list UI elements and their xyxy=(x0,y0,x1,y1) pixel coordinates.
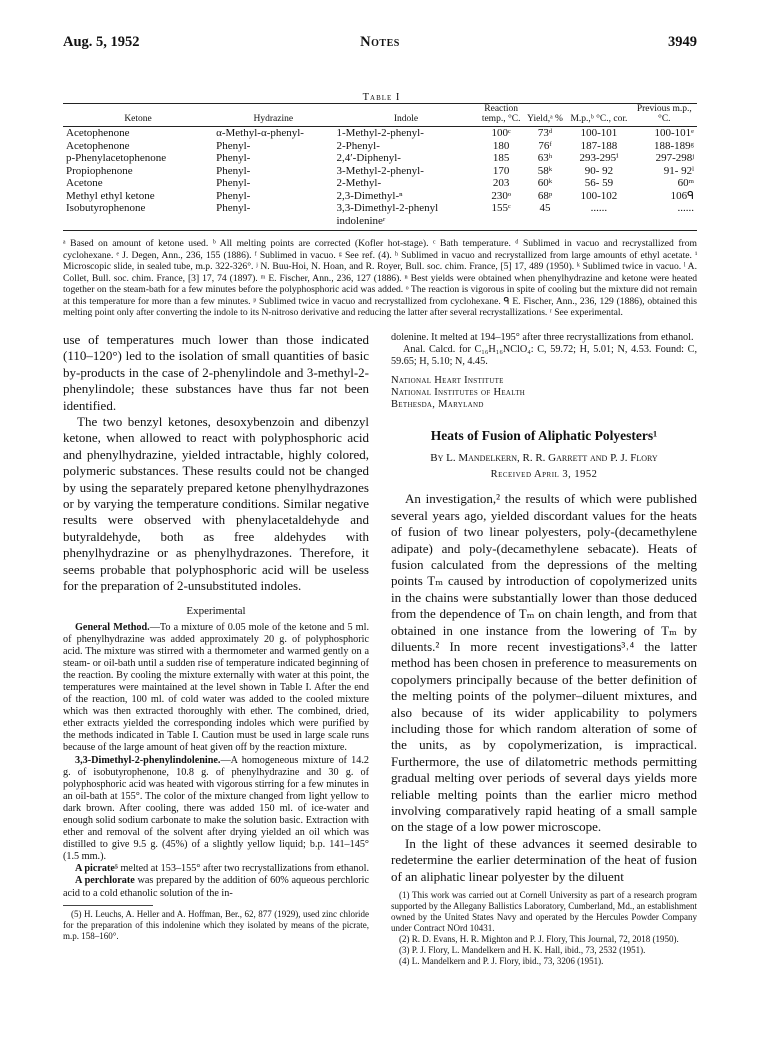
table-cell: Phenyl- xyxy=(216,164,251,177)
table-cell: ...... xyxy=(566,202,631,231)
table-cell: 155ᶜ xyxy=(479,202,524,231)
table-cell: 68ᵖ xyxy=(537,189,553,202)
run-in-heading: 3,3-Dimethyl-2-phenylindolenine. xyxy=(75,754,221,766)
table-cell: 188-189ᵍ xyxy=(654,139,694,152)
table-header-row xyxy=(63,104,697,127)
table-cell: 2,3-Dimethyl-ⁿ xyxy=(336,189,403,202)
run-in-heading: A perchlorate xyxy=(75,875,135,887)
table-cell: 230ᵒ xyxy=(491,189,511,202)
running-header xyxy=(63,34,697,54)
institution-line: National Heart Institute xyxy=(391,375,504,387)
table-cell: 297-298ʲ xyxy=(655,152,694,164)
footnote: (4) L. Mandelkern and P. J. Flory, ibid., 73, 3206 (1951). xyxy=(399,956,604,967)
method-text: melted at 153–155° after two recrystallizations from ethanol. xyxy=(117,863,369,875)
header-date: Aug. 5, 1952 xyxy=(63,34,140,50)
method-paragraph xyxy=(63,755,369,864)
run-in-heading: A picrate⁵ xyxy=(75,863,118,875)
table-cell: 100-101ᵉ xyxy=(654,127,694,139)
body-paragraph: The two benzyl ketones, desoxybenzoin and dibenzyl ketone, when allowed to react with polyphosphoric acid and phenylhydrazine, yielded intractable, highly colored, polymeric substances. These results could not be changed by using the separately prepared ketone phenylhydrazones or by varying the temperature conditions. Similar negative results were observed with phenylacetaldehyde and butyraldehyde, both as free aldehydes with phenylhydrazine or as phenylhydrazones. Therefore, it seems probable that polyphosphoric acid will be useless for the preparation of 2-unsubstituted indoles. xyxy=(63,414,369,594)
table-cell: 58ᵏ xyxy=(537,164,553,177)
table-row xyxy=(63,127,697,140)
body-paragraph: An investigation,² the results of which were published several years ago, yielded discordant values for the heats of fusion of two linear polyesters, poly-(decamethylene adipate) and poly-(decamethylene sebacate). Heats of fusion calculated from the depressions of the melting points Tₘ caused by introduction of copolymerized units in the chains were substantially lower than those deduced from the dependence of Tₘ on chain length, and from that obtained in one instance from the lowering of Tₘ by diluents.² In more recent investigations³˒⁴ the latter method has been chosen in preference to measurements on copolymers principally because of the better definition of the melting points of the polymer–diluent mixtures, and also because of its wider applicability to polymers including those for which random alteration of some of the units, as by copolymerization, is impractical. Furthermore, the use of dilatometric methods permitting gradual melting over periods of several days yields more reliable melting points than the earlier micro method involving comparatively rapid heating of a small sample on the stage of a low power microscope. xyxy=(391,491,697,835)
table-row xyxy=(63,140,697,153)
footnote: (3) P. J. Flory, L. Mandelkern and H. K. Hall, ibid., 73, 2532 (1951). xyxy=(399,945,646,956)
table-cell: 60ᵏ xyxy=(537,177,553,189)
method-paragraph xyxy=(63,875,369,899)
table-cell: Methyl ethyl ketone xyxy=(66,189,155,202)
table-cell: Propiophenone xyxy=(66,164,133,177)
institution-line: National Institutes of Health xyxy=(391,387,526,399)
method-paragraph xyxy=(63,622,369,755)
table-cell: 60ᵐ xyxy=(677,177,694,189)
method-text: —To a mixture of 0.05 mole of the ketone and 5 ml. of phenylhydrazine was added approximately 20 g. of polyphosphoric acid. The mixture was stirred with a thermometer and warmed gently on a steam- or oil-bath until a sudden rise of temperature indicated beginning of the reaction. By cooling the mixture externally with water at this point, the temperatures were maintained at the level shown in Table I. After the end of the reaction, 100 ml. of cold water was added to the cooled mixture which was then extracted thoroughly with ether. The combined, dried, ether extracts yielded the corresponding indoles which were purified by the methods indicated in Table I. Caution must be used in large scale runs because of the large amount of heat given off by the reaction mixture. xyxy=(63,621,369,754)
table-cell: 2,4′-Diphenyl- xyxy=(336,152,401,164)
body-paragraph: In the light of these advances it seemed desirable to redetermine the earlier determination of the heat of fusion of an aliphatic linear polyester by the diluent xyxy=(391,835,697,884)
method-paragraph xyxy=(63,863,369,875)
footnote: (1) This work was carried out at Cornell University as part of a research program supported by the Allegany Ballistics Laboratory, Cumberland, Md., an establishment owned by the United States Navy and operated by the Hercules Powder Company under Contract NOrd 10431. xyxy=(391,890,697,934)
header-section: Notes xyxy=(360,34,400,50)
article-title: Heats of Fusion of Aliphatic Polyesters¹ xyxy=(430,428,658,444)
table-cell: p-Phenylacetophenone xyxy=(66,152,167,164)
table-header-cell: Previous m.p., °C. xyxy=(632,104,697,127)
received-date: Received April 3, 1952 xyxy=(490,469,598,481)
table-cell: 170 xyxy=(492,164,510,177)
table-cell: 2-Methyl- xyxy=(336,177,382,189)
table-cell: ...... xyxy=(632,202,697,231)
table-cell: 63ʰ xyxy=(537,152,553,164)
table-cell: Phenyl- xyxy=(216,189,251,202)
table-header-cell: Hydrazine xyxy=(213,104,333,127)
table-cell: 56- 59 xyxy=(584,177,614,189)
table-cell: Acetone xyxy=(66,177,103,189)
table-row xyxy=(63,190,697,203)
table-footnote-text: ᵃ Based on amount of ketone used. ᵇ All melting points are corrected (Kofler hot-stage). ᶜ Bath temperature. ᵈ Sublimed in vacuo and recrystallized from cyclohexane. ᵉ J. Degen, Ann., 236, 155 (1886). ᶠ Sublimed in vacuo. ᵍ See ref. (4). ʰ Sublimed in vacuo and recrystallized from large amounts of ethyl acetate. ⁱ Microscopic slide, in sealed tube, m.p. 322-326°. ʲ N. Buu-Hoi, N. Hoan, and R. Royer, Bull. soc. chim. France, [5] 17, 489 (1950). ᵏ Sublimed twice in vacuo. ˡ A. Collet, Bull. soc. chim. France, [3] 17, 74 (1897). ᵐ E. Fischer, Ann., 236, 127 (1886). ⁿ Best yields were obtained when phenylhydrazine and ketone were heated together on the steam-bath for a few minutes before the polyphosphoric acid was added. ᵒ The reaction is vigorous in spite of cooling but the mixture did not remain at this temperature for more than a few minutes. ᵖ Sublimed twice in vacuo and recrystallized from cyclohexane. ᑫ E. Fischer, Ann., 236, 129 (1886), obtained this melting point only after converting the indole to its N-nitroso derivative and reducing the latter after several recrystallizations. ʳ See experimental. xyxy=(63,238,697,318)
table-cell: Phenyl- xyxy=(213,202,333,231)
continued-text: dolenine. It melted at 194–195° after three recrystallizations from ethanol. xyxy=(391,332,694,343)
table-cell: 187-188 xyxy=(580,139,618,152)
table-cell: 91- 92ˡ xyxy=(663,164,694,177)
table-cell: Phenyl- xyxy=(216,139,251,152)
table-footnotes xyxy=(63,238,697,319)
section-heading-experimental: Experimental xyxy=(186,604,246,617)
table-cell: Isobutyrophenone xyxy=(63,202,213,231)
institution-line: Bethesda, Maryland xyxy=(391,399,484,411)
table-cell: 3-Methyl-2-phenyl- xyxy=(336,164,424,177)
table-row xyxy=(63,202,697,231)
table-header-cell: M.p.,ᵇ °C., cor. xyxy=(566,104,631,127)
table-header-cell: Indole xyxy=(334,104,479,127)
table-cell: Phenyl- xyxy=(216,152,251,164)
footnote-rule xyxy=(63,905,153,906)
run-in-heading: General Method. xyxy=(75,621,150,633)
table-cell: Phenyl- xyxy=(216,177,251,189)
table-header-cell: Ketone xyxy=(63,104,213,127)
article-authors: By L. Mandelkern, R. R. Garrett and P. J. Flory xyxy=(430,452,658,465)
table-cell: 203 xyxy=(492,177,510,189)
table-cell: 106ᑫ xyxy=(670,189,694,202)
table-cell: 185 xyxy=(492,152,510,164)
indole-table xyxy=(63,103,697,231)
table-cell: 73ᵈ xyxy=(537,127,553,139)
table-row xyxy=(63,177,697,190)
table-cell: 45 xyxy=(524,202,567,231)
table-cell: 100-101 xyxy=(580,127,618,139)
table-cell: 2-Phenyl- xyxy=(336,139,380,152)
table-cell: 293-295ⁱ xyxy=(579,152,619,164)
table-cell: α-Methyl-α-phenyl- xyxy=(216,127,304,139)
table-cell: 1-Methyl-2-phenyl- xyxy=(336,127,424,139)
footnote: (2) R. D. Evans, H. R. Mighton and P. J. Flory, This Journal, 72, 2018 (1950). xyxy=(399,934,679,945)
method-text: was prepared by the addition of 60% aqueous perchloric acid to a cold ethanolic solution of the in- xyxy=(63,875,369,899)
table-cell: 90- 92 xyxy=(584,164,614,177)
method-text: —A homogeneous mixture of 14.2 g. of isobutyrophenone, 10.8 g. of phenylhydrazine and 30 g. of polyphosphoric acid was heated with vigorous stirring for a few minutes in an oil-bath at 155°. The color of the mixture changed from light yellow to dark brown. After cooling, there was added 150 ml. of ice-water and enough solid sodium carbonate to make the solution basic. Extraction with ether and removal of the solvent after drying yielded an oil which was distilled to give 9.5 g. (45%) of a slightly yellow liquid; b.p. 141–145° (1.5 mm.). xyxy=(63,754,369,863)
table-cell: 180 xyxy=(492,139,510,152)
table-header-cell: Reaction temp., °C. xyxy=(479,104,524,127)
footnote: (5) H. Leuchs, A. Heller and A. Hoffman, Ber., 62, 877 (1929), used zinc chloride for the preparation of this indolenine which they isolated by means of the picrate, m.p. 158–160°. xyxy=(63,908,369,941)
right-column xyxy=(391,332,697,967)
table-cell: Acetophenone xyxy=(66,139,130,152)
analysis-text: Anal. Calcd. for C₁₆H₁₆NClO₄: C, 59.72; H, 5.01; N, 4.53. Found: C, 59.65; H, 5.10; N, 4.45. xyxy=(391,344,697,368)
table-row xyxy=(63,165,697,178)
table-cell: 100-102 xyxy=(580,189,618,202)
table-caption: Table I xyxy=(362,92,401,103)
body-paragraph: use of temperatures much lower than those indicated (110–120°) led to the isolation of small quantities of basic by-products in the case of 2-phenylindole and 3-methyl-2-phenylindole; these substances have thus far not been identified. xyxy=(63,332,369,413)
table-row xyxy=(63,152,697,165)
table-cell: Acetophenone xyxy=(66,127,130,139)
left-column xyxy=(63,332,369,942)
table-cell: 100ᶜ xyxy=(491,127,511,139)
header-page-number: 3949 xyxy=(668,34,697,50)
table-cell: 3,3-Dimethyl-2-phenyl indolenineʳ xyxy=(334,202,479,231)
table-cell: 76ᶠ xyxy=(538,139,552,152)
table-header-cell: Yield,ᵃ % xyxy=(524,104,567,127)
